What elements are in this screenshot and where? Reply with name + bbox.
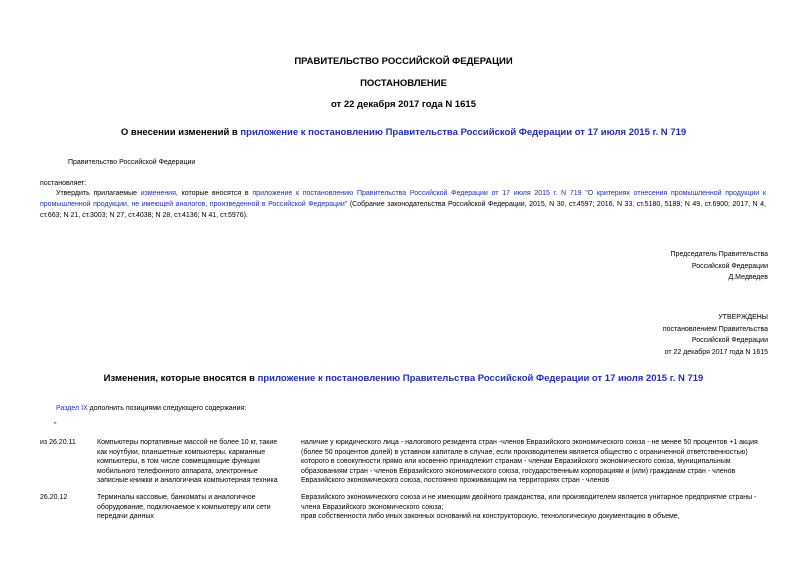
signature-line-1: Председатель Правительства (670, 251, 768, 258)
decree-date: от 22 декабря 2017 года N 1615 (330, 99, 476, 110)
approved-block (663, 313, 768, 357)
row-2-name: Терминалы кассовые, банкоматы и аналогичное оборудование, подключаемое к компьютеру или сети передачи данных (97, 494, 271, 520)
paragraph-text-c: (Собрание законодательства Российской Федерации, 2015, N 30, ст.4597; 2016, N 33, ст.5180, 5189; N 49, ст.6900; 2017, N 4, ст.663; N 21, ст.3003; N 27, ст.4038; N 28, ст.4136; N 41, ст.5976). (40, 201, 766, 219)
decree-title-prefix: О внесении изменений в (120, 127, 241, 138)
opening-quote: " (54, 422, 57, 429)
changes-title-prefix: Изменения, которые вносятся в (103, 373, 258, 384)
approved-line-1: УТВЕРЖДЕНЫ (718, 314, 768, 321)
issuer-text: Правительство Российской Федерации (68, 159, 196, 166)
decree-title-link[interactable]: приложение к постановлению Правительства Российской Федерации от 17 июля 2015 г. N 719 (240, 127, 687, 138)
changes-title-link[interactable]: приложение к постановлению Правительства Российской Федерации от 17 июля 2015 г. N 719 (257, 373, 704, 384)
approved-line-4: от 22 декабря 2017 года N 1615 (664, 348, 768, 356)
decree-719-link[interactable]: приложение к постановлению Правительства Российской Федерации от 17 июля 2015 г. N 719 "О критериях отнесения промышленной продукции к промышленной продукции, не имеющей аналогов, произведенной в Российской Федерации" (40, 190, 766, 208)
signature-line-2: Российской Федерации (691, 262, 768, 270)
row-1-requirements: наличие у юридического лица - налогового резидента стран -членов Евразийского экономического союза - не менее 50 процентов +1 акция (более 50 процентов долей) в уставном капитале в случае, если производителем является общество с ограниченной ответственностью) которого в совокупности прямо или косвенно принадлежит странам - членам Евразийского экономического союза, муниципальным образованиям стран - членов Евразийского экономического союза, государственным корпорациям и (или) гражданам стран - членов Евразийского экономического союза, постоянно проживающим на территориях стран - членов (301, 439, 758, 484)
signature-line-3: Д.Медведев (728, 274, 768, 281)
main-paragraph (40, 188, 766, 221)
government-heading: ПРАВИТЕЛЬСТВО РОССИЙСКОЙ ФЕДЕРАЦИИ (294, 56, 513, 67)
signature-block (671, 250, 768, 283)
row-2-code: 26.20.12 (40, 494, 68, 501)
approved-line-2: постановлением Правительства (662, 325, 768, 333)
paragraph-text-b: , которые вносятся в (175, 190, 253, 197)
section-instruction (56, 404, 246, 414)
decree-title (0, 127, 807, 138)
paragraph-text-a: Утвердить прилагаемые (56, 190, 141, 197)
approved-line-3: Российской Федерации (691, 337, 768, 344)
row-2-requirements: Евразийского экономического союза и не имеющим двойного гражданства, или производителем является унитарное предприятие страны - члена Евразийского экономического союза; прав собственности либо иных законных оснований на конструкторскую, технологическую документацию в объеме, (301, 494, 757, 520)
resolves-text: постановляет: (40, 180, 87, 187)
row-1-name: Компьютеры портативные массой не более 10 кг, такие как ноутбуки, планшетные компьютеры, карманные компьютеры, в том числе совмещающие функции мобильного телефонного аппарата, электронные записные книжки и аналогичная компьютерная техника (97, 439, 278, 484)
changes-title (0, 373, 807, 384)
decree-heading: ПОСТАНОВЛЕНИЕ (360, 78, 447, 89)
section-instruction-text: дополнить позициями следующего содержания: (87, 405, 247, 412)
changes-link[interactable]: изменения (140, 190, 176, 197)
section-ix-link[interactable]: Раздел IX (56, 405, 88, 412)
row-1-code: из 26.20.11 (40, 439, 76, 446)
